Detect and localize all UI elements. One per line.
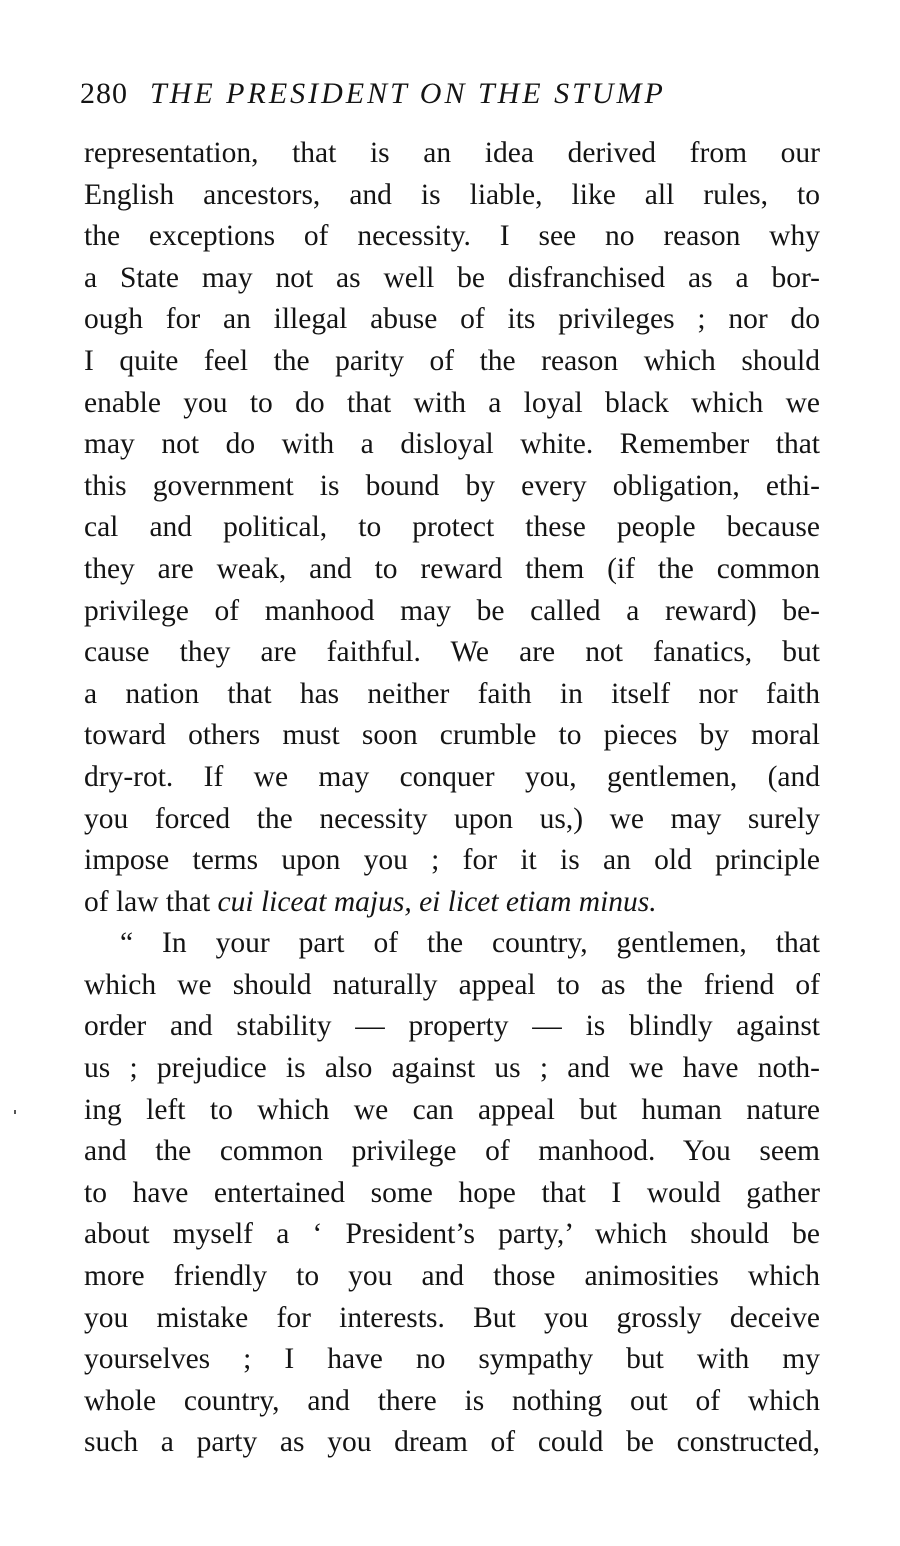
text-line: they are weak, and to reward them (if the common <box>84 552 820 585</box>
text-line: more friendly to you and those animosities which <box>84 1260 820 1293</box>
text-line: English ancestors, and is liable, like all rules, to <box>84 178 820 211</box>
text-line: about myself a ‘ President’s party,’ which should be <box>84 1218 820 1251</box>
text-line: impose terms upon you ; for it is an old principle <box>84 844 820 877</box>
text-line: representation, that is an idea derived from our <box>84 137 820 169</box>
text-line: privilege of manhood may be called a reward) be- <box>84 594 820 627</box>
text-line: cause they are faithful. We are not fanatics, but <box>84 636 820 669</box>
running-head: THE PRESIDENT ON THE STUMP <box>150 77 666 110</box>
text-line: ing left to which we can appeal but human nature <box>84 1093 820 1126</box>
text-line: this government is bound by every obligation, ethi- <box>84 469 820 502</box>
text-line: I quite feel the parity of the reason which should <box>84 344 820 377</box>
text-line: you mistake for interests. But you grossly deceive <box>84 1301 820 1334</box>
text-line: cal and political, to protect these people because <box>84 511 820 544</box>
page-header <box>80 74 820 114</box>
page-number: 280 <box>80 77 128 110</box>
text-line: order and stability — property — is blindly against <box>84 1010 820 1043</box>
text-line: to have entertained some hope that I would gather <box>84 1176 820 1209</box>
text-line: “ In your part of the country, gentlemen, that <box>120 927 820 960</box>
text-line: and the common privilege of manhood. You seem <box>84 1135 820 1168</box>
margin-speck <box>14 1110 16 1114</box>
text-line: dry-rot. If we may conquer you, gentlemen, (and <box>84 760 820 793</box>
latin-line-prefix: of law that <box>84 885 218 918</box>
text-line: a nation that has neither faith in itself nor faith <box>84 677 820 710</box>
text-line: you forced the necessity upon us,) we may surely <box>84 802 820 835</box>
text-line: yourselves ; I have no sympathy but with my <box>84 1343 820 1376</box>
text-line: us ; prejudice is also against us ; and we have noth- <box>84 1052 820 1085</box>
text-line: may not do with a disloyal white. Remember that <box>84 428 820 461</box>
text-line: the exceptions of necessity. I see no reason why <box>84 220 820 253</box>
text-line: ough for an illegal abuse of its privileges ; nor do <box>84 303 820 336</box>
latin-line <box>84 882 820 924</box>
text-line: whole country, and there is nothing out of which <box>84 1384 820 1417</box>
body-text <box>84 133 820 1464</box>
text-line: a State may not as well be disfranchised as a bor- <box>84 261 820 294</box>
text-line: toward others must soon crumble to pieces by moral <box>84 719 820 752</box>
text-line: enable you to do that with a loyal black which we <box>84 386 820 419</box>
text-line: such a party as you dream of could be constructed, <box>84 1426 820 1459</box>
latin-maxim: cui liceat majus, ei licet etiam minus. <box>217 885 657 918</box>
text-line: which we should naturally appeal to as the friend of <box>84 968 820 1001</box>
